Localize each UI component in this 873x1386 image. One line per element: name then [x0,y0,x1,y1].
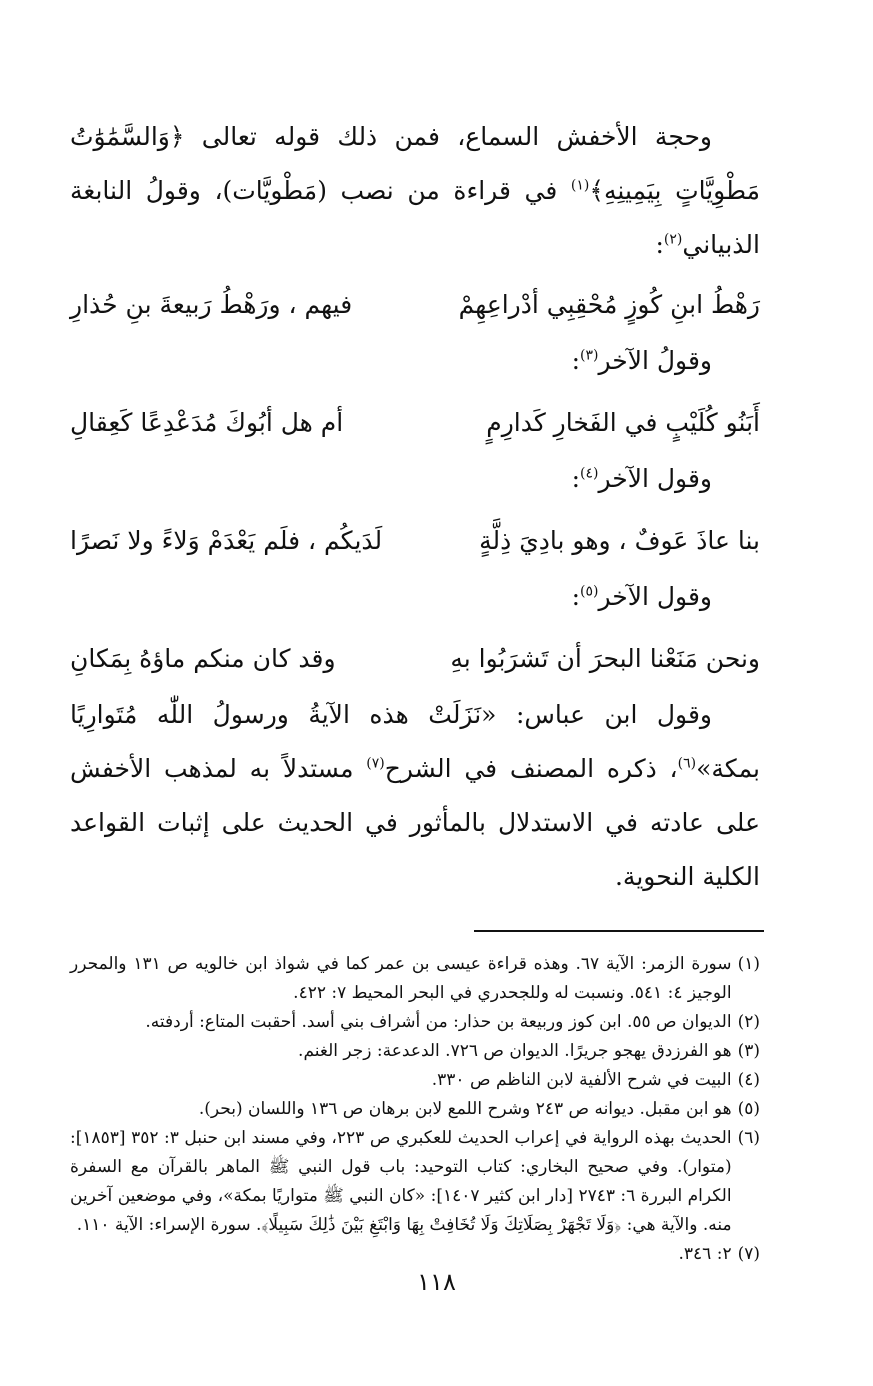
footnote-number: (٤) [737,1070,760,1090]
footnote-ref-3: (٣) [580,347,599,364]
verse-intro-3 [70,452,760,508]
footnote-text: البيت في شرح الألفية لابن الناظم ص ٣٣٠. [431,1070,732,1090]
footnote-ref-7: (٧) [366,755,385,772]
verse-4 [70,630,760,688]
verse-3-second-hemistich: لَدَيكُم ، فلَم يَعْدَمْ وَلاءً ولا نَصرًا [70,526,383,555]
footnote-2 [70,1008,760,1037]
verse-intro-3-colon: : [571,464,581,493]
footnote-text: هو ابن مقبل. ديوانه ص ٢٤٣ وشرح اللمع لابن برهان ص ١٣٦ واللسان (بحر). [198,1099,732,1119]
footnote-text: هو الفرزدق يهجو جريرًا. الديوان ص ٧٢٦. الدعدعة: زجر الغنم. [298,1041,732,1061]
footnote-text: الديوان ص ٥٥. ابن كوز وربيعة بن حذار: من أشراف بني أسد. أحقبت المتاع: أردفته. [145,1012,732,1032]
footnote-ref-6: (٦) [677,755,697,772]
paragraph-1-continuation: في قراءة من نصب (مَطْويَّات)، وقولُ النابغة الذبياني [70,176,760,259]
footnote-4 [70,1066,760,1095]
footnote-ref-2: (٢) [663,231,683,248]
paragraph-2 [70,688,760,904]
verse-intro-3-text: وقول الآخر [598,464,712,493]
footnote-number: (٥) [737,1099,760,1119]
paragraph-1 [70,110,760,272]
footnote-text: الحديث بهذه الرواية في إعراب الحديث للعكبري ص ٢٢٣، وفي مسند ابن حنبل ٣: ٣٥٢ [١٨٥٣]: (متوار). وفي صحيح البخاري: كتاب التوحيد: باب قول النبي ﷺ الماهر بالقرآن مع السفرة الكرام البررة ٦: ٢٧٤٣ [دار ابن كثير ١٤٠٧]: «كان النبي ﷺ متواريًا بمكة»، وفي موضعين آخرين منه. والآية هي: ﴿وَلَا تَجْهَرْ بِصَلَاتِكَ وَلَا تُخَافِتْ بِهَا وَابْتَغِ بَيْنَ ذَٰلِكَ سَبِيلًا﴾. سورة الإسراء: الآية ١١٠. [70,1128,732,1235]
footnote-ref-5: (٥) [580,583,599,600]
paragraph-2-end: مستدلاً به لمذهب الأخفش على عادته في الاستدلال بالمأثور في الحديث على إثبات القواعد الكلية النحوية. [70,754,760,891]
verse-2 [70,394,760,452]
verse-2-second-hemistich: أم هل أبُوكَ مُدَعْدِعًا كَعِقالِ [70,408,344,437]
verse-intro-4-colon: : [571,582,581,611]
verse-3-first-hemistich: بنا عاذَ عَوفٌ ، وهو بادِيَ ذِلَّةٍ [479,526,760,555]
verse-1-second-hemistich: فيهم ، ورَهْطُ رَبيعةَ بنِ حُذارِ [70,290,353,319]
verse-intro-4 [70,570,760,626]
paragraph-2-text: وقول ابن عباس: «نَزَلَتْ هذه الآيةُ ورسولُ اللّٰه مُتَوارِيًا بمكة» [70,700,760,783]
footnote-7 [70,1240,760,1269]
paragraph-2-continuation: ، ذكره المصنف في الشرح [384,754,678,783]
paragraph-1-colon: : [655,230,664,259]
verse-1-first-hemistich: رَهْطُ ابنِ كُوزٍ مُحْقِبِي أدْراعِهِمْ [458,290,760,319]
verse-4-second-hemistich: وقد كان منكم ماؤهُ بِمَكانِ [70,644,336,673]
footnote-6 [70,1124,760,1240]
verse-4-first-hemistich: ونحن مَنَعْنا البحرَ أن تَشرَبُوا بهِ [450,644,760,673]
verse-intro-4-text: وقول الآخر [598,582,712,611]
verse-intro-2-text: وقولُ الآخر [598,346,712,375]
verse-intro-2 [70,334,760,390]
footnote-text: سورة الزمر: الآية ٦٧. وهذه قراءة عيسى بن عمر كما في شواذ ابن خالويه ص ١٣١ والمحرر الوجيز ٤: ٥٤١. ونسبت له وللجحدري في البحر المحيط ٧: ٤٢٢. [70,954,732,1003]
footnote-divider [474,930,764,932]
verse-intro-2-colon: : [571,346,581,375]
paragraph-1-text: وحجة الأخفش السماع، فمن ذلك قوله تعالى ﴿وَالسَّمَٰوَٰتُ مَطْوِيَّاتٍ بِيَمِينِهِ﴾ [70,122,760,205]
verse-3 [70,512,760,570]
footnote-number: (٦) [737,1128,760,1148]
footnote-ref-4: (٤) [580,465,599,482]
footnote-1 [70,950,760,1008]
footnote-3 [70,1037,760,1066]
footnote-number: (٣) [737,1041,760,1061]
footnote-number: (٢) [737,1012,760,1032]
page-number: ١١٨ [417,1268,456,1296]
page-body [70,110,760,1269]
verse-1 [70,276,760,334]
footnotes [70,950,760,1269]
verse-2-first-hemistich: أَبَنُو كُلَيْبٍ في الفَخارِ كَدارِمٍ [486,408,760,437]
footnote-number: (٧) [737,1244,760,1264]
footnote-text: ٢: ٣٤٦. [678,1244,732,1264]
footnote-5 [70,1095,760,1124]
footnote-ref-1: (١) [570,177,590,194]
footnote-number: (١) [737,954,760,974]
